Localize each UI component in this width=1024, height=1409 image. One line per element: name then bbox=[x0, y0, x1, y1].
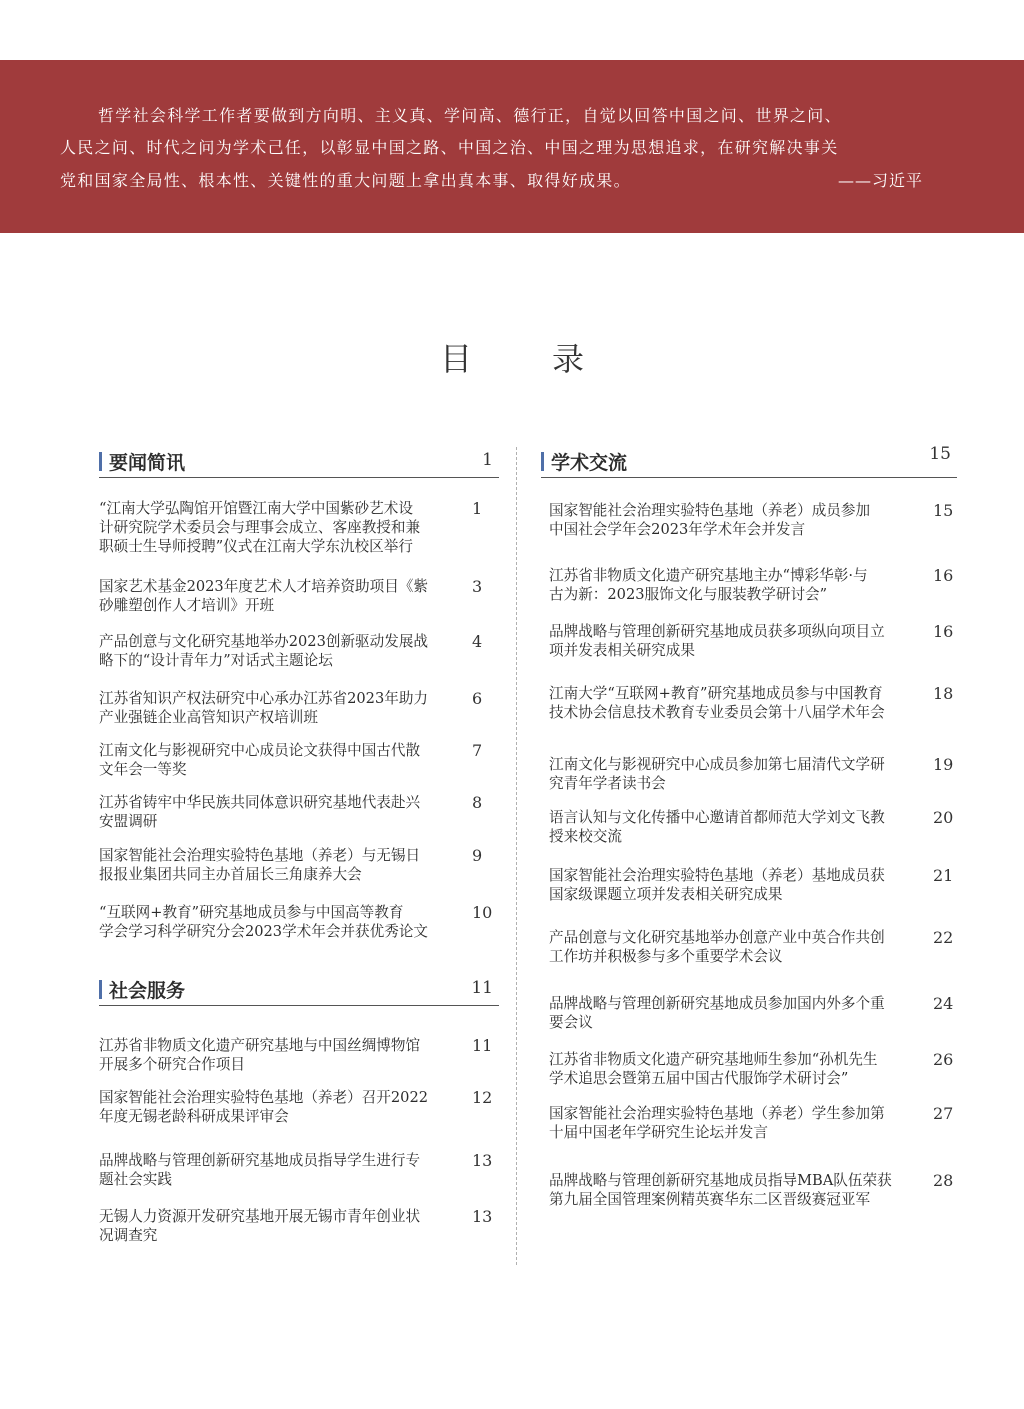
toc-entry-page: 12 bbox=[472, 1088, 493, 1107]
toc-entry[interactable] bbox=[99, 741, 499, 781]
toc-entry-text: 江苏省非物质文化遗产研究基地师生参加“孙机先生 学术追思会暨第五届中国古代服饰学术研讨会” bbox=[549, 1051, 878, 1087]
quote-line-2: 人民之问、时代之问为学术己任，以彰显中国之路、中国之治、中国之理为思想追求，在研究解决事关 bbox=[60, 138, 839, 157]
section-title: 学术交流 bbox=[551, 452, 628, 474]
toc-entry[interactable] bbox=[99, 577, 499, 617]
toc-entry-page: 8 bbox=[472, 793, 483, 812]
toc-entry-text: 江南文化与影视研究中心成员参加第七届清代文学研 究青年学者读书会 bbox=[549, 756, 885, 792]
toc-entry[interactable] bbox=[549, 994, 959, 1034]
toc-entry-page: 9 bbox=[472, 846, 483, 865]
toc-entry-text: 国家艺术基金2023年度艺术人才培养资助项目《紫 砂雕塑创作人才培训》开班 bbox=[99, 578, 429, 614]
quote-line-1: 哲学社会科学工作者要做到方向明、主义真、学问高、德行正，自觉以回答中国之问、世界之问、 bbox=[98, 106, 842, 125]
toc-entry[interactable] bbox=[549, 1050, 959, 1090]
toc-entry[interactable] bbox=[549, 1171, 959, 1211]
toc-entry-page: 20 bbox=[933, 808, 954, 827]
section-title: 社会服务 bbox=[109, 980, 186, 1002]
toc-entry-page: 22 bbox=[933, 928, 954, 947]
toc-entry[interactable] bbox=[549, 501, 959, 541]
section-header-academic-exchange[interactable] bbox=[541, 444, 957, 478]
toc-entry-text: 江苏省非物质文化遗产研究基地与中国丝绸博物馆 开展多个研究合作项目 bbox=[99, 1037, 421, 1073]
toc-entry-page: 24 bbox=[933, 994, 954, 1013]
toc-entry[interactable] bbox=[549, 808, 959, 848]
toc-entry[interactable] bbox=[549, 566, 959, 606]
toc-entry-text: 产品创意与文化研究基地举办创意产业中英合作共创 工作坊并积极参与多个重要学术会议 bbox=[549, 929, 885, 965]
section-header-news[interactable] bbox=[99, 447, 499, 478]
quote-line-3: 党和国家全局性、根本性、关键性的重大问题上拿出真本事、取得好成果。 bbox=[60, 171, 631, 190]
section-page: 1 bbox=[482, 450, 493, 470]
toc-entry-text: 无锡人力资源开发研究基地开展无锡市青年创业状 况调查究 bbox=[99, 1208, 421, 1244]
toc-entry-text: 国家智能社会治理实验特色基地（养老）成员参加 中国社会学年会2023年学术年会并发言 bbox=[549, 502, 871, 538]
toc-entry-page: 15 bbox=[933, 501, 954, 520]
toc-entry[interactable] bbox=[549, 866, 959, 906]
toc-entry[interactable] bbox=[99, 1088, 499, 1128]
toc-entry[interactable] bbox=[549, 622, 959, 662]
toc-entry[interactable] bbox=[99, 1151, 499, 1191]
column-divider bbox=[516, 447, 517, 1265]
quote-banner bbox=[0, 60, 1024, 233]
toc-entry[interactable] bbox=[99, 1207, 499, 1247]
toc-entry-text: 江苏省知识产权法研究中心承办江苏省2023年助力 产业强链企业高管知识产权培训班 bbox=[99, 690, 429, 726]
toc-entry-text: 国家智能社会治理实验特色基地（养老）与无锡日 报报业集团共同主办首届长三角康养大会 bbox=[99, 847, 421, 883]
toc-entry-page: 1 bbox=[472, 499, 483, 518]
toc-entry[interactable] bbox=[99, 1036, 499, 1076]
section-marker bbox=[99, 452, 102, 471]
section-marker bbox=[541, 452, 544, 471]
toc-entry-page: 18 bbox=[933, 684, 954, 703]
toc-entry-text: 江苏省非物质文化遗产研究基地主办“博彩华彰·与 古为新：2023服饰文化与服装教学研讨会” bbox=[549, 567, 868, 603]
toc-entry-text: 江苏省铸牢中华民族共同体意识研究基地代表赴兴 安盟调研 bbox=[99, 794, 421, 830]
toc-entry-page: 13 bbox=[472, 1207, 493, 1226]
toc-entry[interactable] bbox=[549, 1104, 959, 1144]
toc-entry[interactable] bbox=[549, 684, 959, 724]
toc-entry-page: 21 bbox=[933, 866, 954, 885]
toc-entry-page: 26 bbox=[933, 1050, 954, 1069]
toc-entry-page: 3 bbox=[472, 577, 483, 596]
toc-entry[interactable] bbox=[99, 793, 499, 833]
toc-entry-text: 品牌战略与管理创新研究基地成员指导MBA队伍荣获 第九届全国管理案例精英赛华东二区晋级赛冠亚军 bbox=[549, 1172, 892, 1208]
toc-entry-text: 品牌战略与管理创新研究基地成员指导学生进行专 题社会实践 bbox=[99, 1152, 421, 1188]
toc-entry-text: 江南大学“互联网+教育”研究基地成员参与中国教育 技术协会信息技术教育专业委员会第十八届学术年会 bbox=[549, 685, 885, 721]
toc-entry-page: 7 bbox=[472, 741, 483, 760]
toc-entry-text: 品牌战略与管理创新研究基地成员参加国内外多个重 要会议 bbox=[549, 995, 885, 1031]
toc-entry-text: 国家智能社会治理实验特色基地（养老）基地成员获 国家级课题立项并发表相关研究成果 bbox=[549, 867, 885, 903]
section-header-social-service[interactable] bbox=[99, 975, 499, 1006]
toc-entry-text: “互联网+教育”研究基地成员参与中国高等教育 学会学习科学研究分会2023学术年会并获优秀论文 bbox=[99, 904, 429, 940]
toc-entry[interactable] bbox=[99, 632, 499, 672]
toc-entry[interactable] bbox=[549, 928, 959, 968]
toc-entry-page: 11 bbox=[472, 1036, 493, 1055]
toc-entry-page: 16 bbox=[933, 622, 954, 641]
toc-entry-page: 6 bbox=[472, 689, 483, 708]
quote-author: ——习近平 bbox=[837, 171, 923, 190]
toc-entry-page: 16 bbox=[933, 566, 954, 585]
toc-entry[interactable] bbox=[99, 689, 499, 729]
toc-entry[interactable] bbox=[99, 903, 499, 943]
toc-entry-page: 19 bbox=[933, 755, 954, 774]
toc-entry-text: 品牌战略与管理创新研究基地成员获多项纵向项目立 项并发表相关研究成果 bbox=[549, 623, 885, 659]
toc-entry-text: 语言认知与文化传播中心邀请首都师范大学刘文飞教 授来校交流 bbox=[549, 809, 885, 845]
toc-entry-text: 国家智能社会治理实验特色基地（养老）学生参加第 十届中国老年学研究生论坛并发言 bbox=[549, 1105, 885, 1141]
toc-entry[interactable] bbox=[99, 499, 499, 559]
section-page: 15 bbox=[929, 444, 951, 464]
toc-entry-page: 4 bbox=[472, 632, 483, 651]
toc-entry-text: 江南文化与影视研究中心成员论文获得中国古代散 文年会一等奖 bbox=[99, 742, 421, 778]
toc-entry-text: 国家智能社会治理实验特色基地（养老）召开2022 年度无锡老龄科研成果评审会 bbox=[99, 1089, 429, 1125]
toc-entry-page: 28 bbox=[933, 1171, 954, 1190]
section-title: 要闻简讯 bbox=[109, 452, 186, 474]
toc-entry-text: 产品创意与文化研究基地举办2023创新驱动发展战 略下的“设计青年力”对话式主题论坛 bbox=[99, 633, 429, 669]
toc-entry[interactable] bbox=[549, 755, 959, 795]
section-marker bbox=[99, 980, 102, 999]
section-page: 11 bbox=[471, 978, 493, 998]
toc-entry-page: 27 bbox=[933, 1104, 954, 1123]
toc-entry-page: 10 bbox=[472, 903, 493, 922]
toc-title: 目录 bbox=[439, 340, 664, 378]
toc-entry-page: 13 bbox=[472, 1151, 493, 1170]
toc-entry[interactable] bbox=[99, 846, 499, 886]
toc-entry-text: “江南大学弘陶馆开馆暨江南大学中国紫砂艺术设 计研究院学术委员会与理事会成立、客座教授和兼 职硕士生导师授聘”仪式在江南大学东氿校区举行 bbox=[99, 500, 421, 555]
